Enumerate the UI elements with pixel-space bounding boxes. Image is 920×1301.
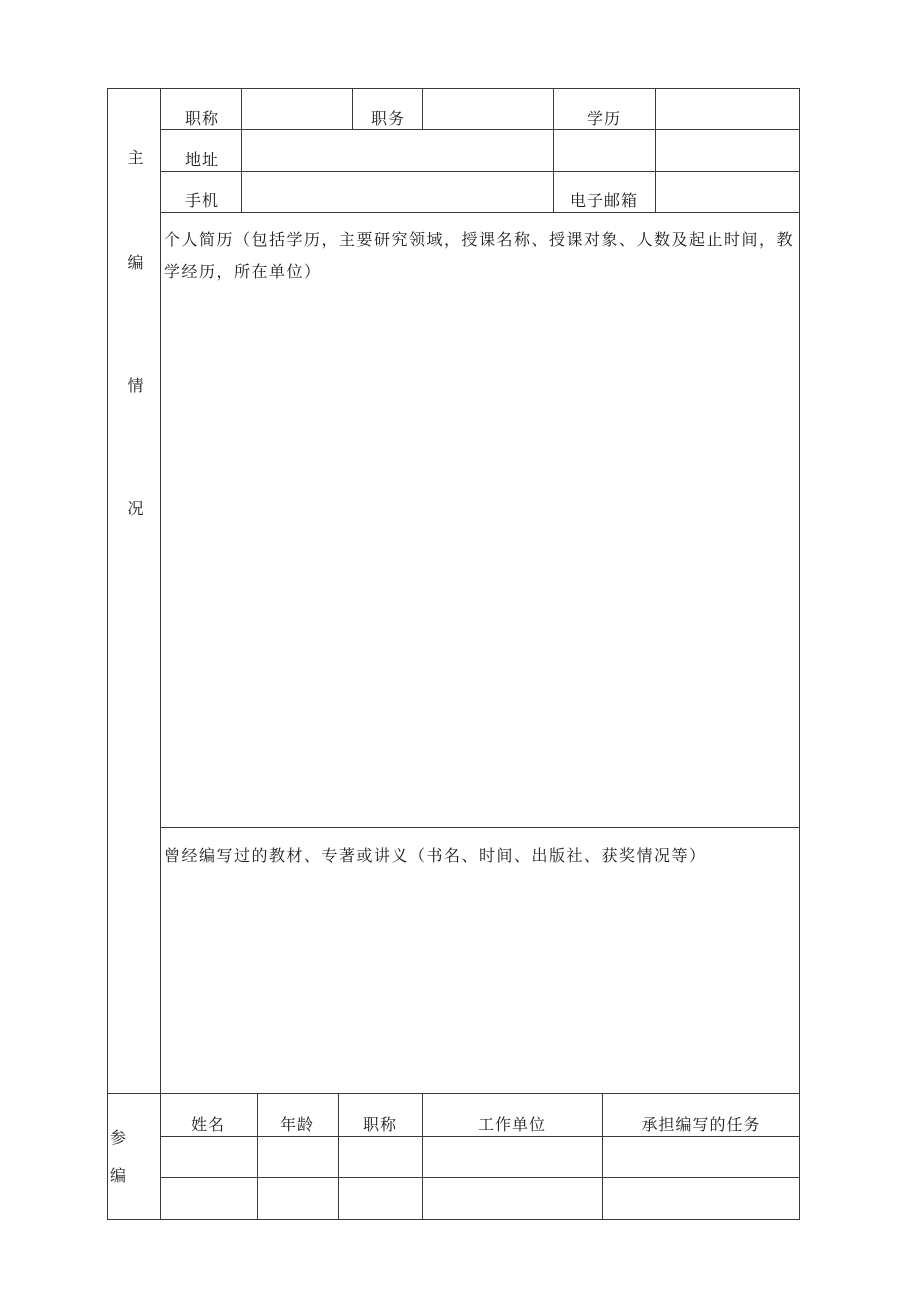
address-label: 地址 xyxy=(184,150,220,169)
row-divider xyxy=(160,212,800,213)
position-label: 职务 xyxy=(370,109,406,128)
header-age: 年龄 xyxy=(279,1115,315,1134)
header-task: 承担编写的任务 xyxy=(641,1115,761,1134)
workplace-cell[interactable] xyxy=(423,1178,602,1219)
position-input-cell[interactable] xyxy=(423,89,553,129)
publications-prompt: 曾经编写过的教材、专著或讲义（书名、时间、出版社、获奖情况等） xyxy=(164,846,707,865)
blank-cell xyxy=(656,130,799,171)
title-cell[interactable] xyxy=(339,1137,422,1177)
header-name: 姓名 xyxy=(190,1115,226,1134)
age-cell[interactable] xyxy=(258,1178,338,1219)
section-label-char: 情 xyxy=(127,376,145,395)
resume-input-area[interactable] xyxy=(161,290,799,826)
education-label: 学历 xyxy=(586,109,622,128)
name-cell[interactable] xyxy=(161,1137,257,1177)
title-label: 职称 xyxy=(184,109,220,128)
section-label-char: 况 xyxy=(127,499,145,518)
section-divider xyxy=(107,1093,800,1094)
email-input-cell[interactable] xyxy=(656,172,799,212)
name-cell[interactable] xyxy=(161,1178,257,1219)
email-label: 电子邮箱 xyxy=(569,191,639,210)
section-label-char: 编 xyxy=(110,1166,128,1185)
section-label-char: 编 xyxy=(127,253,145,272)
mobile-label: 手机 xyxy=(184,191,220,210)
section-label-char: 主 xyxy=(127,148,145,167)
row-divider xyxy=(160,827,800,828)
resume-prompt: 个人简历（包括学历，主要研究领域，授课名称、授课对象、人数及起止时间，教学经历，所在单位） xyxy=(164,230,795,281)
table-border-right xyxy=(799,88,800,1220)
section-label-char: 参 xyxy=(110,1128,128,1147)
table-border-bottom xyxy=(107,1219,800,1220)
address-input-cell[interactable] xyxy=(242,130,553,171)
task-cell[interactable] xyxy=(603,1178,799,1219)
header-workplace: 工作单位 xyxy=(477,1115,547,1134)
education-input-cell[interactable] xyxy=(656,89,799,129)
title-input-cell[interactable] xyxy=(242,89,352,129)
header-title: 职称 xyxy=(362,1115,398,1134)
age-cell[interactable] xyxy=(258,1137,338,1177)
publications-input-area[interactable] xyxy=(161,878,799,1092)
table-border-left xyxy=(107,88,108,1220)
title-cell[interactable] xyxy=(339,1178,422,1219)
col-divider xyxy=(352,88,353,130)
task-cell[interactable] xyxy=(603,1137,799,1177)
mobile-input-cell[interactable] xyxy=(242,172,553,212)
blank-cell xyxy=(554,130,655,171)
workplace-cell[interactable] xyxy=(423,1137,602,1177)
